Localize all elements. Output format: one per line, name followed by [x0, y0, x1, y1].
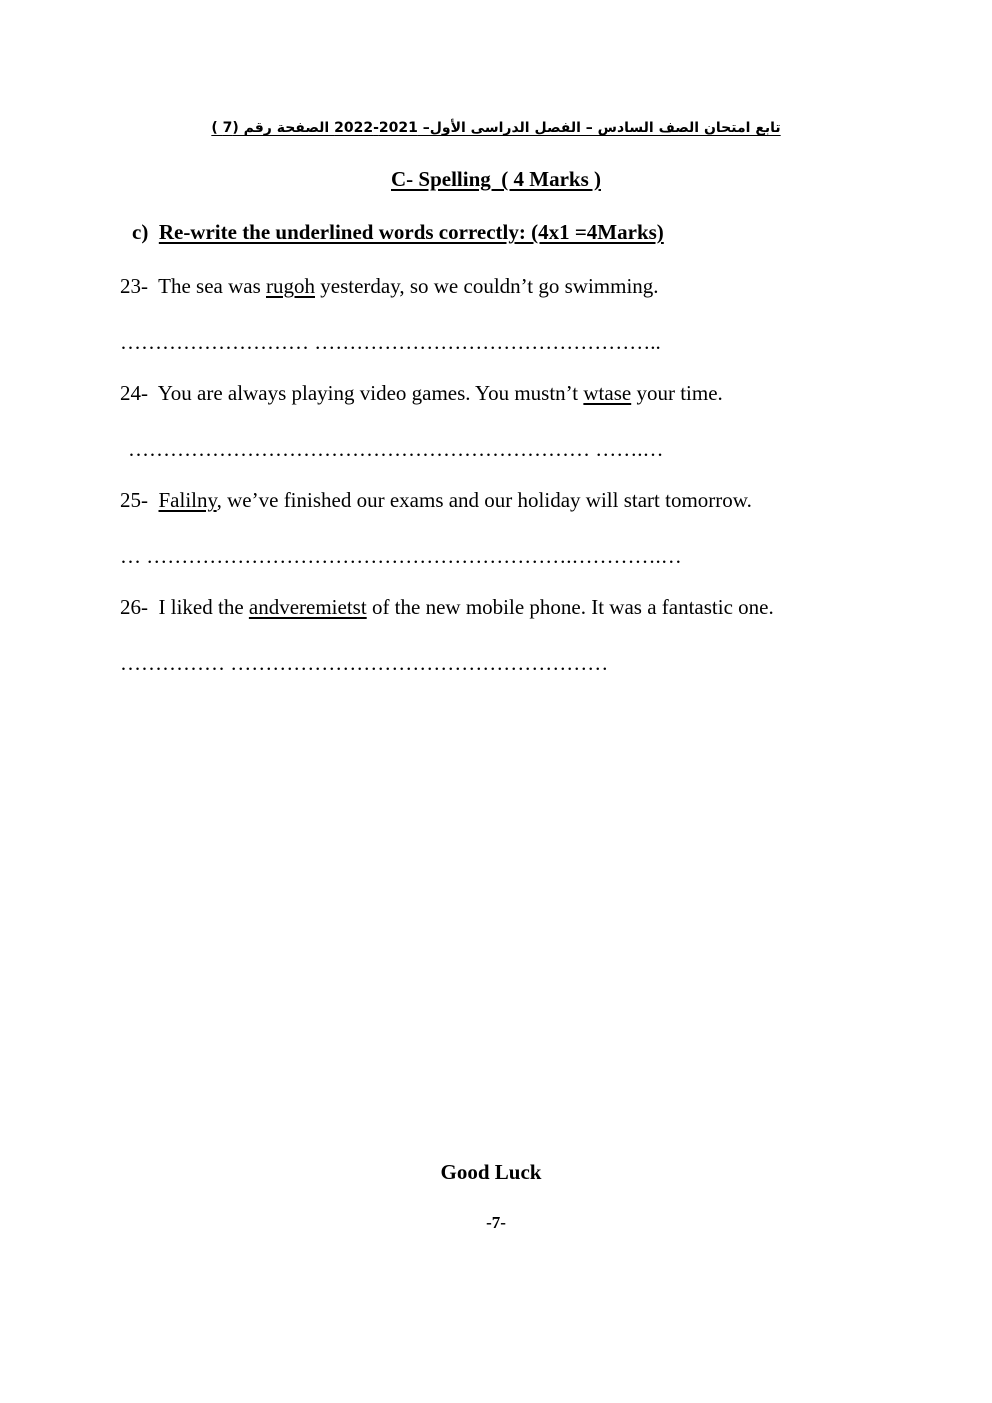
exam-header-text: تابع امتحان الصف السادس – الفصل الدراسى الأول– 2021-2022 الصفحة رقم (7 ) — [211, 120, 781, 136]
section-title — [0, 167, 992, 192]
question-text-before: The sea was — [158, 274, 266, 298]
question-text-after: of the new mobile phone. It was a fantastic one. — [366, 595, 774, 619]
page-number: -7- — [486, 1213, 506, 1232]
question-text-after: your time. — [631, 381, 723, 405]
instruction-label: c) — [132, 220, 149, 244]
question-number: 25- — [120, 488, 148, 512]
question-25 — [120, 488, 752, 513]
misspelled-word: andveremietst — [248, 595, 367, 619]
question-text-after: , we’ve finished our exams and our holiday will start tomorrow. — [216, 488, 752, 512]
answer-line-25[interactable]: … …………………………………………………….………….… — [120, 544, 682, 568]
question-23 — [120, 274, 659, 299]
misspelled-word: Falilny — [158, 488, 217, 512]
misspelled-word: wtase — [583, 381, 632, 405]
question-26 — [120, 595, 774, 620]
question-text-after: yesterday, so we couldn’t go swimming. — [315, 274, 659, 298]
good-luck-text: Good Luck — [440, 1160, 542, 1184]
instruction-text: Re-write the underlined words correctly: (4x1 =4Marks) — [158, 220, 664, 244]
question-number: 26- — [120, 595, 148, 619]
section-title-text: C- Spelling ( 4 Marks ) — [391, 167, 601, 191]
question-24 — [120, 381, 723, 406]
question-text-before: I liked the — [158, 595, 249, 619]
answer-line-23[interactable]: ……………………… ………………………………………….. — [120, 330, 661, 354]
instruction — [132, 220, 664, 245]
question-number: 24- — [120, 381, 148, 405]
question-text-before: You are always playing video games. You mustn’t — [157, 381, 584, 405]
question-number: 23- — [120, 274, 148, 298]
answer-line-26[interactable]: …………… ……………………………………………… — [120, 651, 609, 675]
misspelled-word: rugoh — [266, 274, 315, 298]
exam-header — [0, 120, 992, 136]
answer-line-24[interactable]: ………………………………………………………… …….… — [128, 437, 664, 461]
